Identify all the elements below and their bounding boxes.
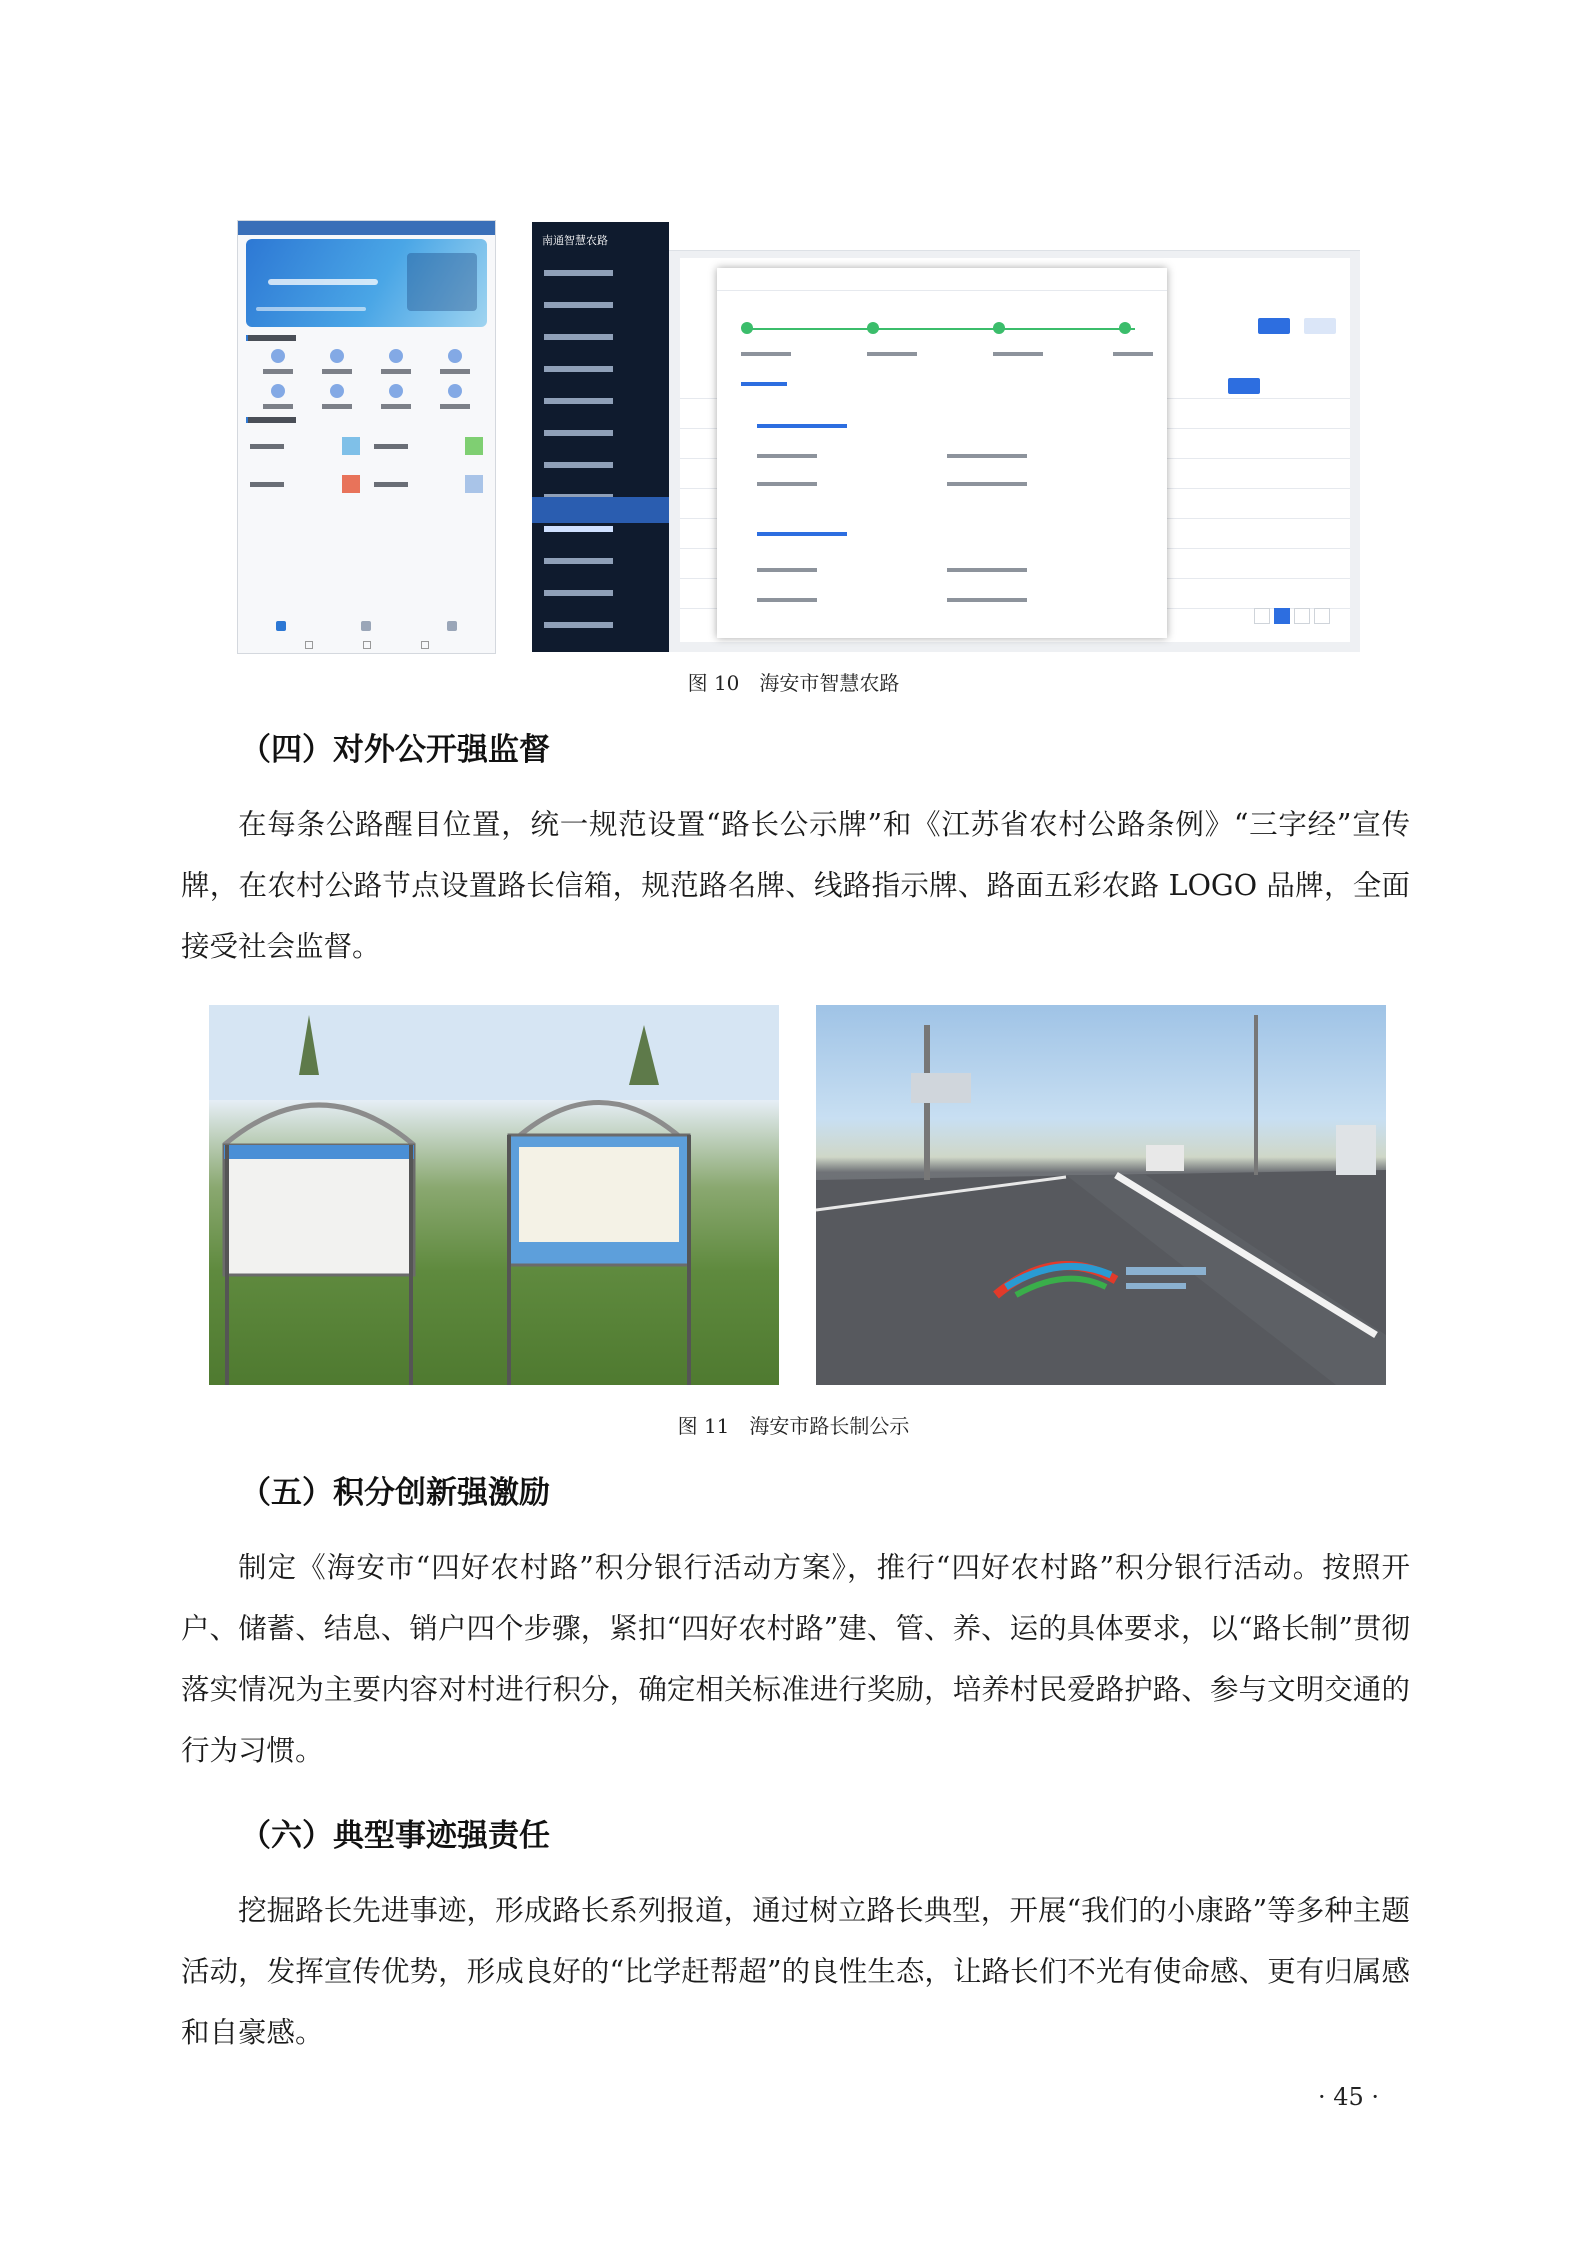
phone-function-grid	[248, 349, 485, 409]
section-5-text: 制定《海安市“四好农村路”积分银行活动方案》，推行“四好农村路”积分银行活动。按照开户、储蓄、结息、销户四个步骤，紧扣“四好农村路”建、管、养、运的具体要求，以“路长制”贯彻落实情况为主要内容对村进行积分，确定相关标准进行奖励，培养村民爱路护路、参与文明交通的行为习惯。	[181, 1551, 1410, 1767]
figure-10-caption: 图 10 海安市智慧农路	[687, 671, 900, 695]
web-detail-modal	[717, 268, 1167, 638]
phone-system-nav	[238, 641, 495, 649]
phone-app-screenshot	[237, 220, 496, 654]
web-sidebar-menu	[544, 270, 659, 652]
section-5-paragraph	[181, 1537, 1410, 1781]
phone-status-bar	[238, 221, 495, 235]
section-4-heading: （四）对外公开强监督	[240, 732, 550, 768]
web-progress-steps	[745, 328, 1135, 330]
roadside-signboard-photo	[209, 1005, 779, 1385]
web-pagination	[1254, 608, 1330, 624]
page-number: · 45 ·	[1318, 2083, 1380, 2111]
section-4-text: 在每条公路醒目位置，统一规范设置“路长公示牌”和《江苏省农村公路条例》“三字经”宣传牌，在农村公路节点设置路长信箱，规范路名牌、线路指示牌、路面五彩农路 LOGO 品牌，全面接受社会监督。	[181, 808, 1410, 963]
phone-message-list	[250, 433, 483, 497]
section-6-paragraph	[181, 1880, 1410, 2063]
web-logo: 南通智慧农路	[542, 234, 608, 247]
web-topbar	[669, 222, 1360, 251]
section-5-heading: （五）积分创新强激励	[240, 1475, 550, 1511]
road-illustration	[816, 1005, 1386, 1385]
road-logo-photo	[816, 1005, 1386, 1385]
section-6-heading: （六）典型事迹强责任	[240, 1818, 550, 1854]
phone-message-header	[246, 417, 296, 423]
figure-11-caption: 图 11 海安市路长制公示	[677, 1414, 910, 1438]
web-admin-screenshot	[532, 222, 1360, 652]
web-sidebar-active-item	[532, 497, 669, 523]
phone-section-header	[246, 335, 296, 341]
section-6-text: 挖掘路长先进事迹，形成路长系列报道，通过树立路长典型，开展“我们的小康路”等多种主题活动，发挥宣传优势，形成良好的“比学赶帮超”的良性生态，让路长们不光有使命感、更有归属感和自豪感。	[181, 1894, 1410, 2049]
signboard-illustration	[209, 1005, 779, 1385]
phone-banner-image	[246, 239, 487, 327]
section-4-paragraph	[181, 794, 1410, 977]
phone-tab-bar	[238, 621, 495, 631]
web-sidebar	[532, 222, 669, 652]
